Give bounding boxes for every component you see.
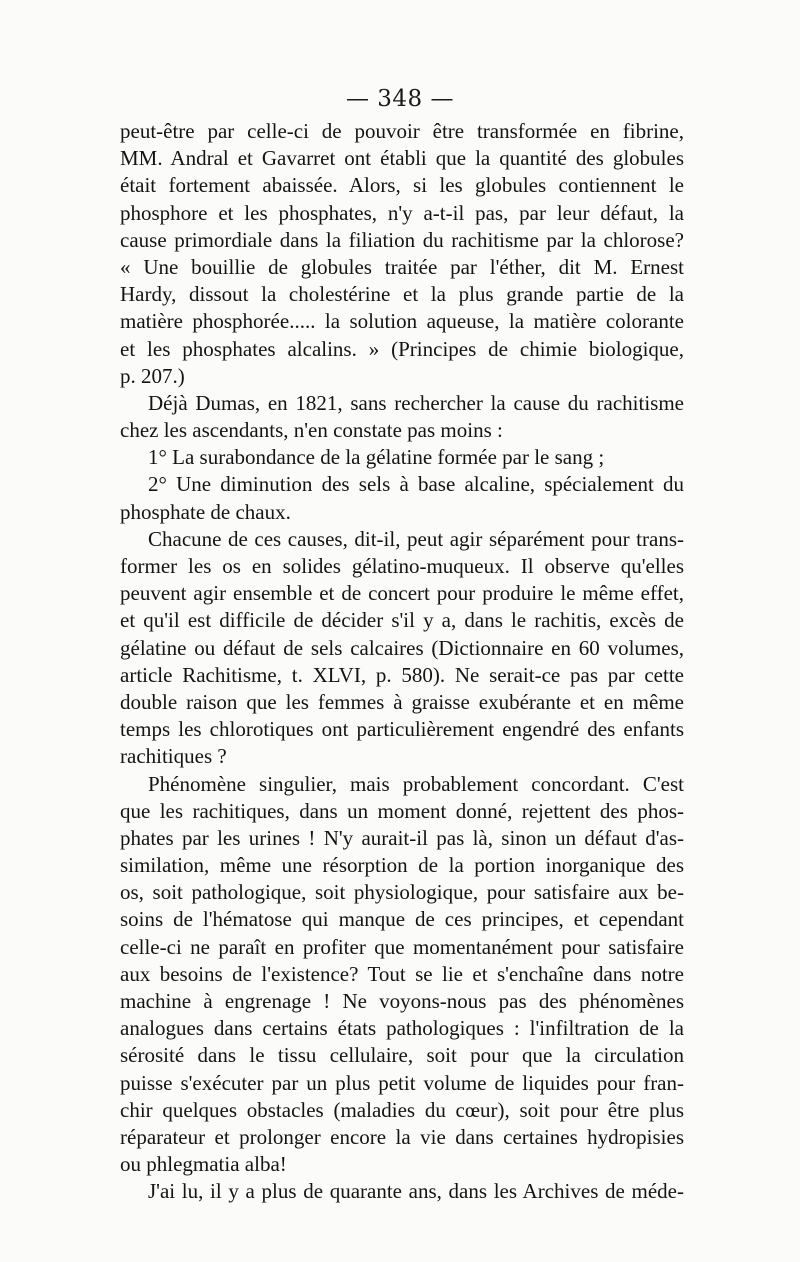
text-line: temps les chlorotiques ont particulièrement engendré des enfants bbox=[120, 717, 684, 742]
text-line: similation, même une résorption de la portion inorganique des bbox=[120, 853, 684, 878]
text-line: cause primordiale dans la filiation du rachitisme par la chlorose? bbox=[120, 227, 684, 252]
text-line: peuvent agir ensemble et de concert pour produire le même effet, bbox=[120, 581, 684, 606]
text-line: celle-ci ne paraît en profiter que momentanément pour satisfaire bbox=[120, 934, 684, 959]
text-line: 1° La surabondance de la gélatine formée par le sang ; bbox=[148, 445, 605, 470]
text-line: phates par les urines ! N'y aurait-il pas là, sinon un défaut d'as- bbox=[120, 825, 684, 850]
text-line: sérosité dans le tissu cellulaire, soit pour que la circulation bbox=[120, 1043, 684, 1068]
text-line: Déjà Dumas, en 1821, sans rechercher la cause du rachitisme bbox=[148, 390, 684, 415]
text-line: article Rachitisme, t. XLVI, p. 580). Ne serait-ce pas par cette bbox=[120, 662, 684, 687]
text-line: et les phosphates alcalins. » (Principes de chimie biologique, bbox=[120, 336, 684, 361]
text-line: rachitiques ? bbox=[120, 744, 227, 769]
text-line: aux besoins de l'existence? Tout se lie et s'enchaîne dans notre bbox=[120, 961, 684, 986]
text-line: réparateur et prolonger encore la vie dans certaines hydropisies bbox=[120, 1124, 684, 1149]
text-line: os, soit pathologique, soit physiologique, pour satisfaire aux be- bbox=[120, 880, 684, 905]
text-line: 2° Une diminution des sels à base alcaline, spécialement du bbox=[148, 472, 684, 497]
text-line: matière phosphorée..... la solution aqueuse, la matière colorante bbox=[120, 309, 684, 334]
text-line: gélatine ou défaut de sels calcaires (Dictionnaire en 60 volumes, bbox=[120, 635, 684, 660]
text-line: p. 207.) bbox=[120, 363, 185, 388]
body-text bbox=[120, 118, 684, 1206]
text-line: Hardy, dissout la cholestérine et la plus grande partie de la bbox=[120, 282, 684, 307]
text-line: phosphate de chaux. bbox=[120, 499, 291, 524]
text-line: J'ai lu, il y a plus de quarante ans, dans les Archives de méde- bbox=[148, 1179, 684, 1204]
text-line: peut-être par celle-ci de pouvoir être transformée en fibrine, bbox=[120, 119, 684, 143]
text-line: chez les ascendants, n'en constate pas moins : bbox=[120, 418, 503, 443]
text-line: phosphore et les phosphates, n'y a-t-il pas, par leur défaut, la bbox=[120, 200, 684, 225]
page-number: — 348 — bbox=[345, 86, 455, 112]
text-line: chir quelques obstacles (maladies du cœur), soit pour être plus bbox=[120, 1097, 684, 1122]
text-line: analogues dans certains états pathologiques : l'infiltration de la bbox=[120, 1016, 684, 1041]
text-line: « Une bouillie de globules traitée par l'éther, dit M. Ernest bbox=[120, 254, 684, 279]
text-line: était fortement abaissée. Alors, si les globules contiennent le bbox=[120, 173, 684, 198]
text-line: machine à engrenage ! Ne voyons-nous pas des phénomènes bbox=[120, 989, 684, 1013]
text-line: Chacune de ces causes, dit-il, peut agir séparément pour trans- bbox=[148, 526, 684, 551]
text-line: et qu'il est difficile de décider s'il y a, dans le rachitis, excès de bbox=[120, 608, 684, 633]
text-line: former les os en solides gélatino-muqueux. Il observe qu'elles bbox=[120, 554, 684, 578]
text-line: soins de l'hématose qui manque de ces principes, et cependant bbox=[120, 907, 684, 932]
text-line: Phénomène singulier, mais probablement concordant. C'est bbox=[148, 771, 684, 796]
text-line: puisse s'exécuter par un plus petit volume de liquides pour fran- bbox=[120, 1070, 684, 1095]
text-line: que les rachitiques, dans un moment donné, rejettent des phos- bbox=[120, 798, 684, 823]
text-line: double raison que les femmes à graisse exubérante et en même bbox=[120, 689, 684, 714]
text-line: MM. Andral et Gavarret ont établi que la quantité des globules bbox=[120, 146, 684, 171]
text-line: ou phlegmatia alba! bbox=[120, 1152, 287, 1177]
